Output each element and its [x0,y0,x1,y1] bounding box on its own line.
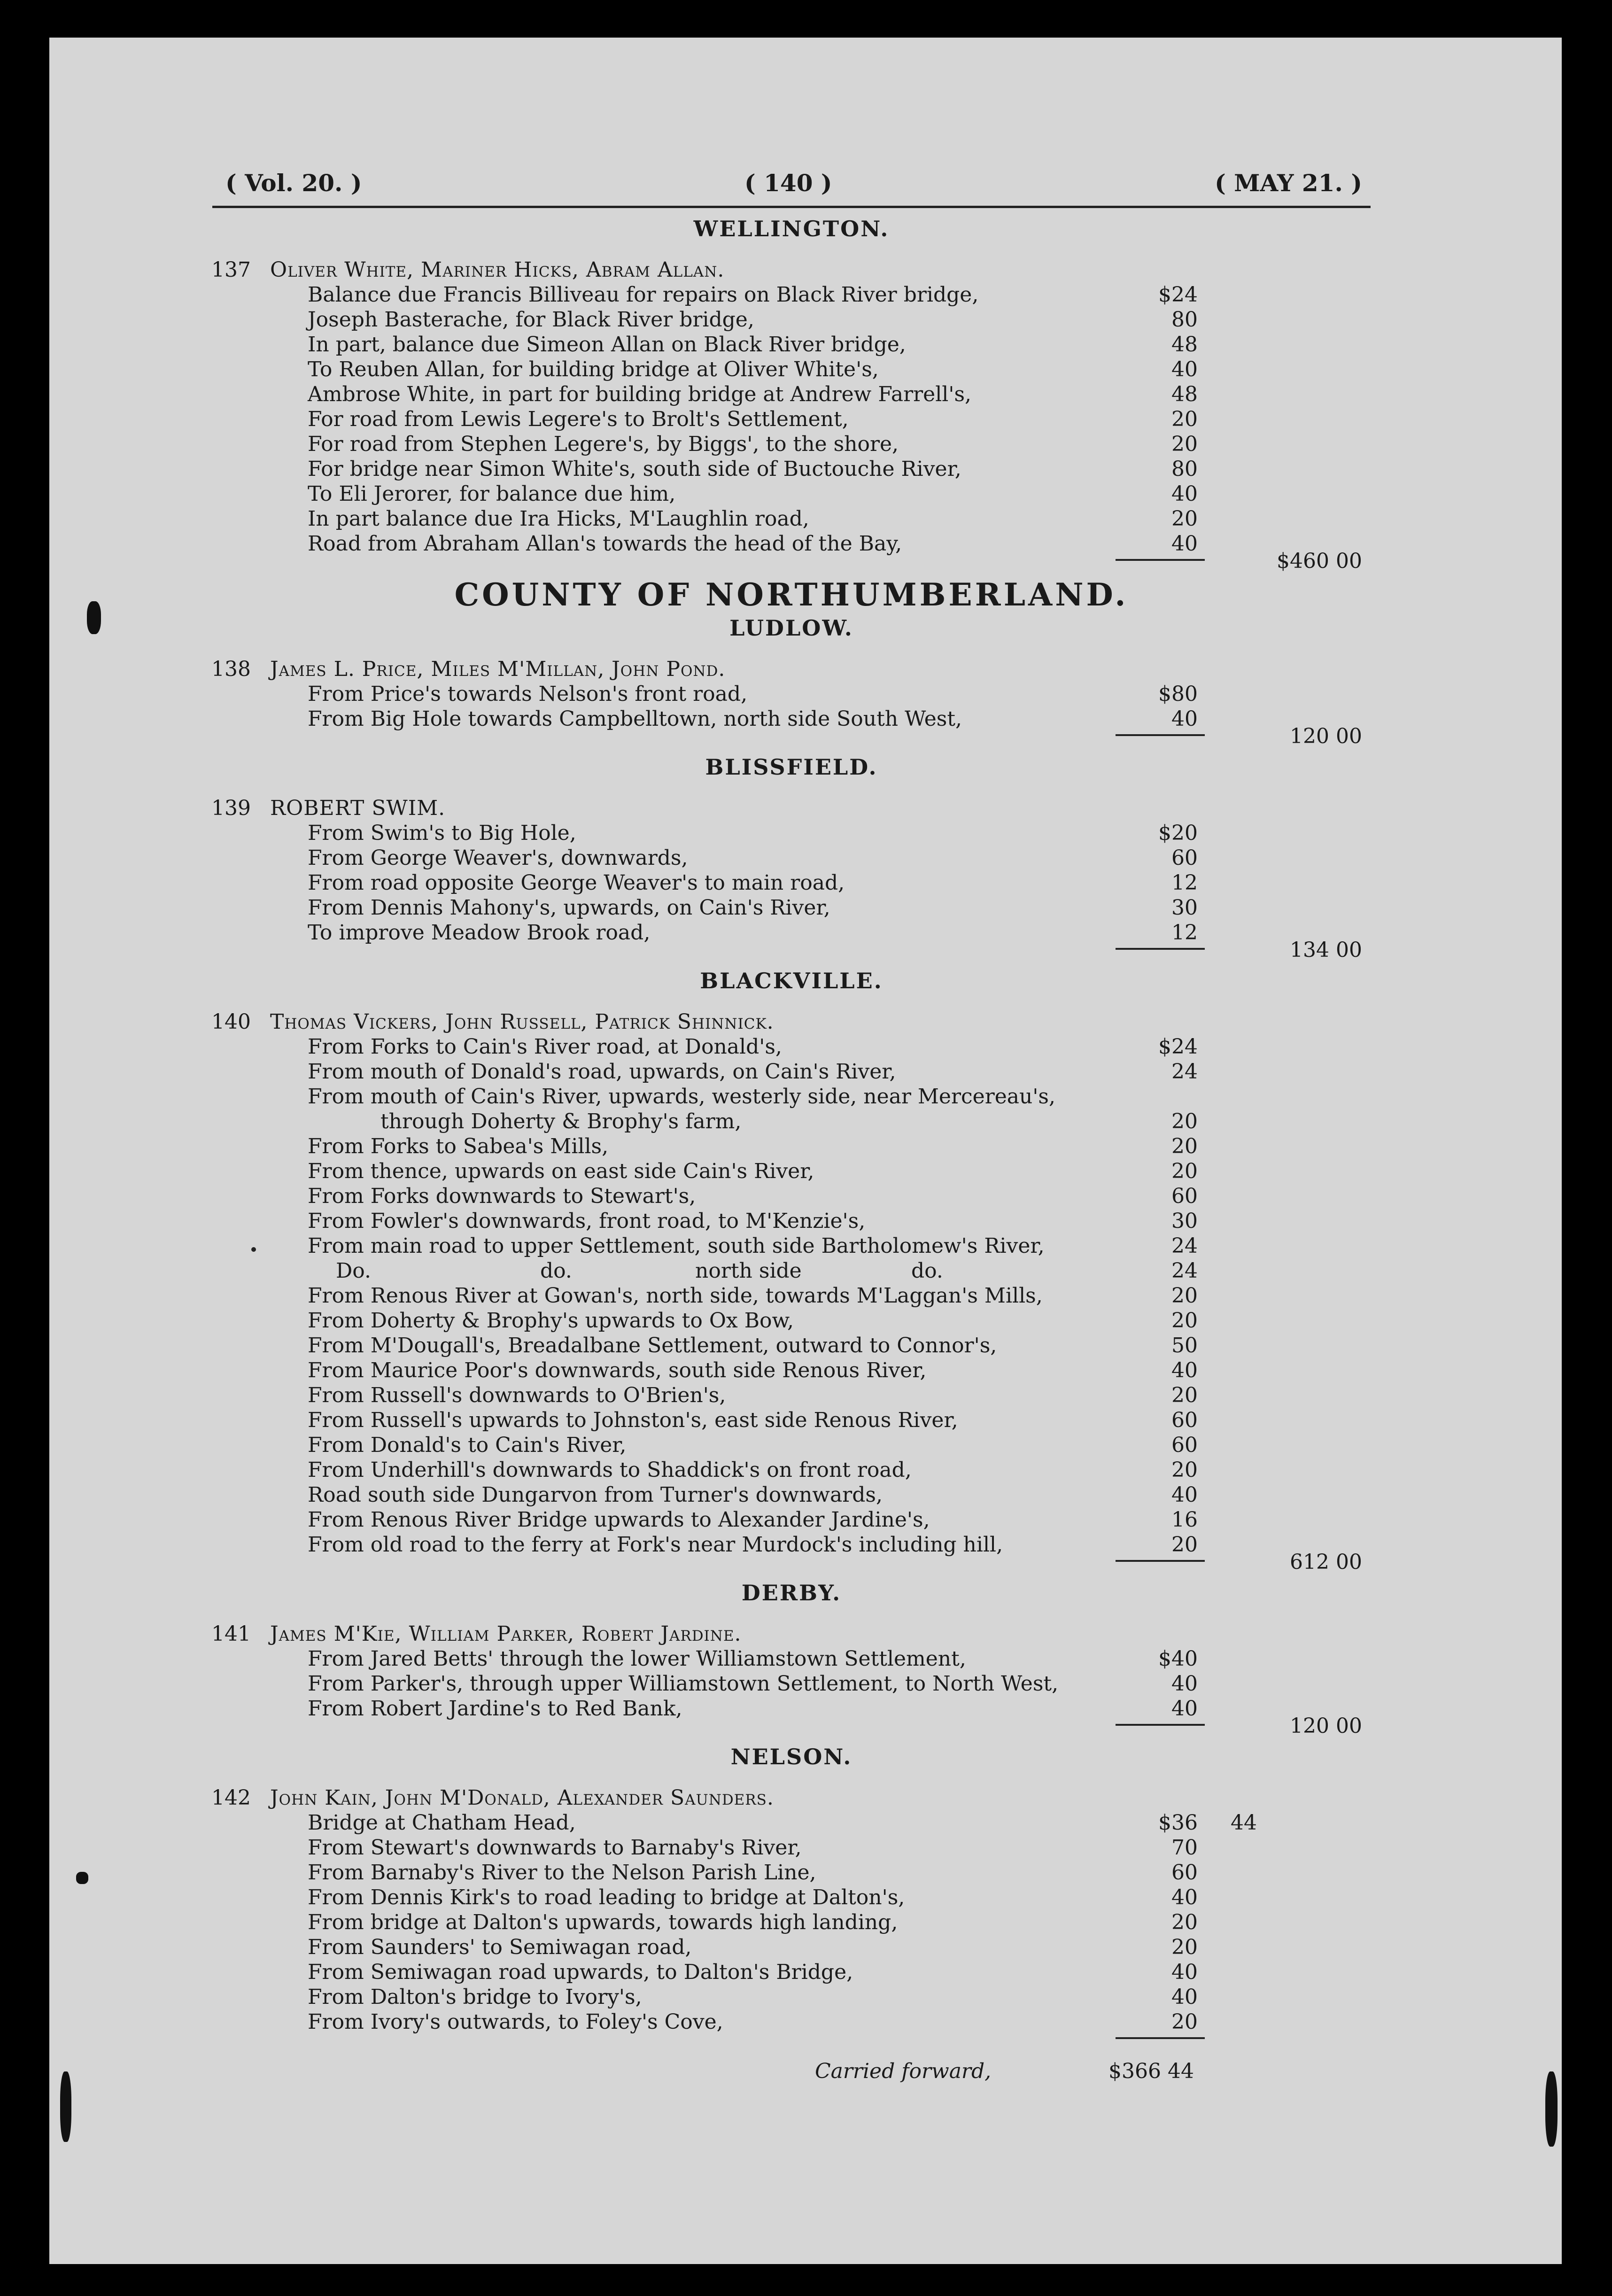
header-rule [212,206,1371,208]
carried-forward-row [216,2054,1367,2087]
item-description: Road south side Dungarvon from Turner's downwards, [308,1483,883,1507]
line-item [216,1059,1367,1084]
item-amount: 20 [1171,432,1198,456]
item-description: From George Weaver's, downwards, [308,846,688,870]
subtotal-rule [1116,1560,1205,1562]
item-amount: 60 [1171,1408,1198,1432]
item-amount: 60 [1171,1861,1198,1885]
line-item [216,1258,1367,1283]
item-amount: 20 [1171,1284,1198,1308]
item-amount: $40 [1158,1647,1198,1671]
line-item [216,1209,1367,1233]
item-amount: 20 [1171,507,1198,531]
item-amount: 20 [1171,1935,1198,1959]
item-amount: 40 [1171,1885,1198,1909]
entry-header [211,796,1367,821]
item-amount: $20 [1158,821,1198,845]
item-description: From Swim's to Big Hole, [308,821,576,845]
item-description: From Dennis Kirk's to road leading to bridge at Dalton's, [308,1885,905,1909]
item-cents: 44 [1231,1811,1257,1835]
entry-header [211,657,1367,682]
item-amount: 12 [1171,871,1198,895]
line-item [216,1408,1367,1433]
item-description: From Underhill's downwards to Shaddick's on front road, [308,1458,912,1482]
line-item [216,1646,1367,1671]
item-amount: 48 [1171,382,1198,406]
item-description: Balance due Francis Billiveau for repairs on Black River bridge, [308,283,979,307]
item-amount: 24 [1171,1259,1198,1283]
item-amount: 40 [1171,1672,1198,1696]
margin-mark [76,1872,88,1884]
item-description: Joseph Basterache, for Black River bridge, [308,308,754,332]
item-amount: $24 [1158,1035,1198,1059]
item-description: From Russell's downwards to O'Brien's, [308,1383,726,1407]
line-item [216,1184,1367,1209]
item-amount: 40 [1171,482,1198,506]
item-amount: 20 [1171,1309,1198,1333]
page-number: ( 140 ) [744,169,832,197]
item-description: From Barnaby's River to the Nelson Parish Line, [308,1861,816,1885]
entry-header [211,1621,1367,1646]
item-amount: $80 [1158,682,1198,706]
line-item [216,357,1367,382]
line-item [216,1383,1367,1408]
line-item [216,821,1367,845]
item-amount: 60 [1171,1184,1198,1208]
line-item [216,1810,1367,1835]
item-amount: 40 [1171,532,1198,556]
item-description: From main road to upper Settlement, south side Bartholomew's River, [308,1234,1045,1258]
subtotal-row [216,1550,1367,1574]
line-item [216,1233,1367,1258]
line-item [216,1283,1367,1308]
subtotal-value: 120 00 [1290,1714,1362,1738]
subtotal-value: 120 00 [1290,724,1362,748]
item-amount: 60 [1171,1433,1198,1457]
item-amount: 40 [1171,1358,1198,1382]
item-description: In part, balance due Simeon Allan on Black River bridge, [308,333,906,357]
item-description: From Forks to Cain's River road, at Donald's, [308,1035,782,1059]
line-item [216,1835,1367,1860]
commissioner-names: Oliver White, Mariner Hicks, Abram Allan. [270,258,725,282]
item-description: From Doherty & Brophy's upwards to Ox Bow, [308,1309,794,1333]
line-item [216,506,1367,531]
line-item [216,1109,1367,1134]
line-item [216,1358,1367,1383]
subtotal-rule [1116,734,1205,736]
line-item [216,1910,1367,1935]
line-item [216,870,1367,895]
entry-header [211,257,1367,282]
subtotal-value: $460 00 [1277,549,1362,573]
item-description: From Robert Jardine's to Red Bank, [308,1697,682,1721]
entry-number: 142 [211,1786,251,1810]
item-description: From M'Dougall's, Breadalbane Settlement, outward to Connor's, [308,1334,997,1357]
item-amount: 30 [1171,1209,1198,1233]
item-description: From thence, upwards on east side Cain's River, [308,1159,814,1183]
item-amount: 20 [1171,1383,1198,1407]
item-amount: 20 [1171,407,1198,431]
line-item [216,1333,1367,1358]
item-description: From road opposite George Weaver's to main road, [308,871,845,895]
item-amount: 20 [1171,1458,1198,1482]
line-item [216,682,1367,706]
issue-date: ( MAY 21. ) [1215,169,1362,197]
subtotal-rule [1116,559,1205,561]
item-amount: $36 [1158,1811,1198,1835]
margin-mark [87,601,101,634]
line-item [216,1935,1367,1960]
item-description: Road from Abraham Allan's towards the head of the Bay, [308,532,902,556]
item-amount: 30 [1171,896,1198,920]
entry-number: 140 [211,1010,251,1034]
ditto-text: do. [911,1259,943,1283]
entry-header [211,1009,1367,1034]
item-description: From mouth of Donald's road, upwards, on Cain's River, [308,1060,896,1084]
line-item [216,407,1367,432]
item-description: From Stewart's downwards to Barnaby's River, [308,1836,802,1860]
parish-heading: BLACKVILLE. [700,968,883,993]
subtotal-row [216,724,1367,748]
parish-heading: LUDLOW. [729,615,853,641]
subtotal-row [216,1714,1367,1738]
item-amount: 20 [1171,1910,1198,1934]
entry-header [211,1785,1367,1810]
commissioner-names: James L. Price, Miles M'Millan, John Pond. [270,657,726,681]
item-description: From Price's towards Nelson's front road, [308,682,748,706]
item-amount: $24 [1158,283,1198,307]
item-description: From Saunders' to Semiwagan road, [308,1935,692,1959]
item-amount: 20 [1171,2010,1198,2034]
commissioner-names: Thomas Vickers, John Russell, Patrick Shinnick. [270,1010,774,1034]
carried-forward-value: $366 44 [1108,2059,1194,2083]
item-description: For road from Lewis Legere's to Brolt's Settlement, [308,407,849,431]
item-amount: 48 [1171,333,1198,357]
item-description: From Donald's to Cain's River, [308,1433,627,1457]
commissioner-names: ROBERT SWIM. [270,796,446,820]
item-description: From Forks downwards to Stewart's, [308,1184,696,1208]
line-item [216,382,1367,407]
line-item [216,307,1367,332]
item-amount: 20 [1171,1159,1198,1183]
entry-number: 141 [211,1622,251,1646]
ditto-text: do. [540,1259,572,1283]
item-amount: 20 [1171,1533,1198,1557]
line-item [216,1159,1367,1184]
item-amount: 40 [1171,707,1198,731]
item-description: To Reuben Allan, for building bridge at Oliver White's, [308,357,879,381]
page-header [216,169,1367,206]
item-description: through Doherty & Brophy's farm, [380,1109,742,1133]
item-description: From Parker's, through upper Williamstown Settlement, to North West, [308,1672,1059,1696]
line-item [216,1671,1367,1696]
county-heading: COUNTY OF NORTHUMBERLAND. [454,576,1129,613]
item-amount: 80 [1171,457,1198,481]
item-description: To improve Meadow Brook road, [308,921,651,945]
item-description: Ambrose White, in part for building bridge at Andrew Farrell's, [308,382,972,406]
parish-heading: DERBY. [741,1580,842,1606]
item-amount: 12 [1171,921,1198,945]
item-description: From old road to the ferry at Fork's near Murdock's including hill, [308,1533,1003,1557]
item-description: Bridge at Chatham Head, [308,1811,576,1835]
item-amount: 40 [1171,1697,1198,1721]
item-description: From Ivory's outwards, to Foley's Cove, [308,2010,723,2034]
line-item [216,1482,1367,1507]
item-amount: 40 [1171,1483,1198,1507]
entry-number: 139 [211,796,251,820]
subtotal-rule [1116,948,1205,950]
line-item [216,1885,1367,1910]
margin-mark [60,2071,71,2142]
item-description: From Renous River at Gowan's, north side, towards M'Laggan's Mills, [308,1284,1043,1308]
line-item [216,1433,1367,1458]
item-amount: 70 [1171,1836,1198,1860]
line-item [216,282,1367,307]
line-item [216,481,1367,506]
line-item [216,845,1367,870]
item-description: From Russell's upwards to Johnston's, east side Renous River, [308,1408,958,1432]
line-item [216,332,1367,357]
parish-heading: BLISSFIELD. [705,754,878,780]
line-item [216,1084,1367,1109]
item-description: From Dalton's bridge to Ivory's, [308,1985,642,2009]
item-description: To Eli Jerorer, for balance due him, [308,482,676,506]
subtotal-row [216,2031,1367,2049]
document-body [211,216,1367,2049]
item-description: From Forks to Sabea's Mills, [308,1134,609,1158]
line-item [216,1860,1367,1885]
item-amount: 24 [1171,1234,1198,1258]
carried-forward-label: Carried forward, [815,2059,992,2083]
line-item [216,1134,1367,1159]
item-description: From mouth of Cain's River, upwards, westerly side, near Mercereau's, [308,1085,1055,1109]
line-item [216,1960,1367,1985]
item-amount: 60 [1171,846,1198,870]
item-amount: 40 [1171,1985,1198,2009]
entry-number: 138 [211,657,251,681]
item-description: From Renous River Bridge upwards to Alexander Jardine's, [308,1508,930,1532]
item-description: In part balance due Ira Hicks, M'Laughlin road, [308,507,809,531]
item-description: From Maurice Poor's downwards, south side Renous River, [308,1358,927,1382]
item-amount: 24 [1171,1060,1198,1084]
line-item [216,1507,1367,1532]
subtotal-rule [1116,1724,1205,1726]
subtotal-row [216,938,1367,962]
item-amount: 16 [1171,1508,1198,1532]
item-description: From Big Hole towards Campbelltown, north side South West, [308,707,962,731]
page-content [211,169,1367,2087]
parish-heading: NELSON. [730,1744,852,1769]
item-amount: 40 [1171,357,1198,381]
line-item [216,1985,1367,2009]
line-item [216,1308,1367,1333]
ditto-text: Do. [336,1259,371,1283]
subtotal-value: 134 00 [1290,938,1362,962]
item-description: For road from Stephen Legere's, by Biggs', to the shore, [308,432,899,456]
ditto-text: north side [695,1259,802,1283]
line-item [216,457,1367,481]
line-item [216,895,1367,920]
item-amount: 40 [1171,1960,1198,1984]
item-amount: 50 [1171,1334,1198,1357]
item-amount: 20 [1171,1134,1198,1158]
item-description: From Semiwagan road upwards, to Dalton's Bridge, [308,1960,853,1984]
line-item [216,432,1367,457]
line-item [216,1034,1367,1059]
item-amount: 20 [1171,1109,1198,1133]
item-description: From Dennis Mahony's, upwards, on Cain's River, [308,896,830,920]
item-description: For bridge near Simon White's, south side of Buctouche River, [308,457,961,481]
subtotal-value: 612 00 [1290,1550,1362,1574]
volume-label: ( Vol. 20. ) [225,169,362,197]
commissioner-names: James M'Kie, William Parker, Robert Jardine. [270,1622,742,1646]
item-description: From Fowler's downwards, front road, to M'Kenzie's, [308,1209,866,1233]
margin-mark [1545,2071,1558,2147]
line-item [216,1458,1367,1482]
subtotal-rule [1116,2037,1205,2039]
parish-heading: WELLINGTON. [693,216,890,241]
entry-number: 137 [211,258,251,282]
commissioner-names: John Kain, John M'Donald, Alexander Saunders. [270,1786,774,1810]
subtotal-row [216,549,1367,573]
item-description: From Jared Betts' through the lower Williamstown Settlement, [308,1647,966,1671]
item-description: From bridge at Dalton's upwards, towards high landing, [308,1910,898,1934]
item-amount: 80 [1171,308,1198,332]
